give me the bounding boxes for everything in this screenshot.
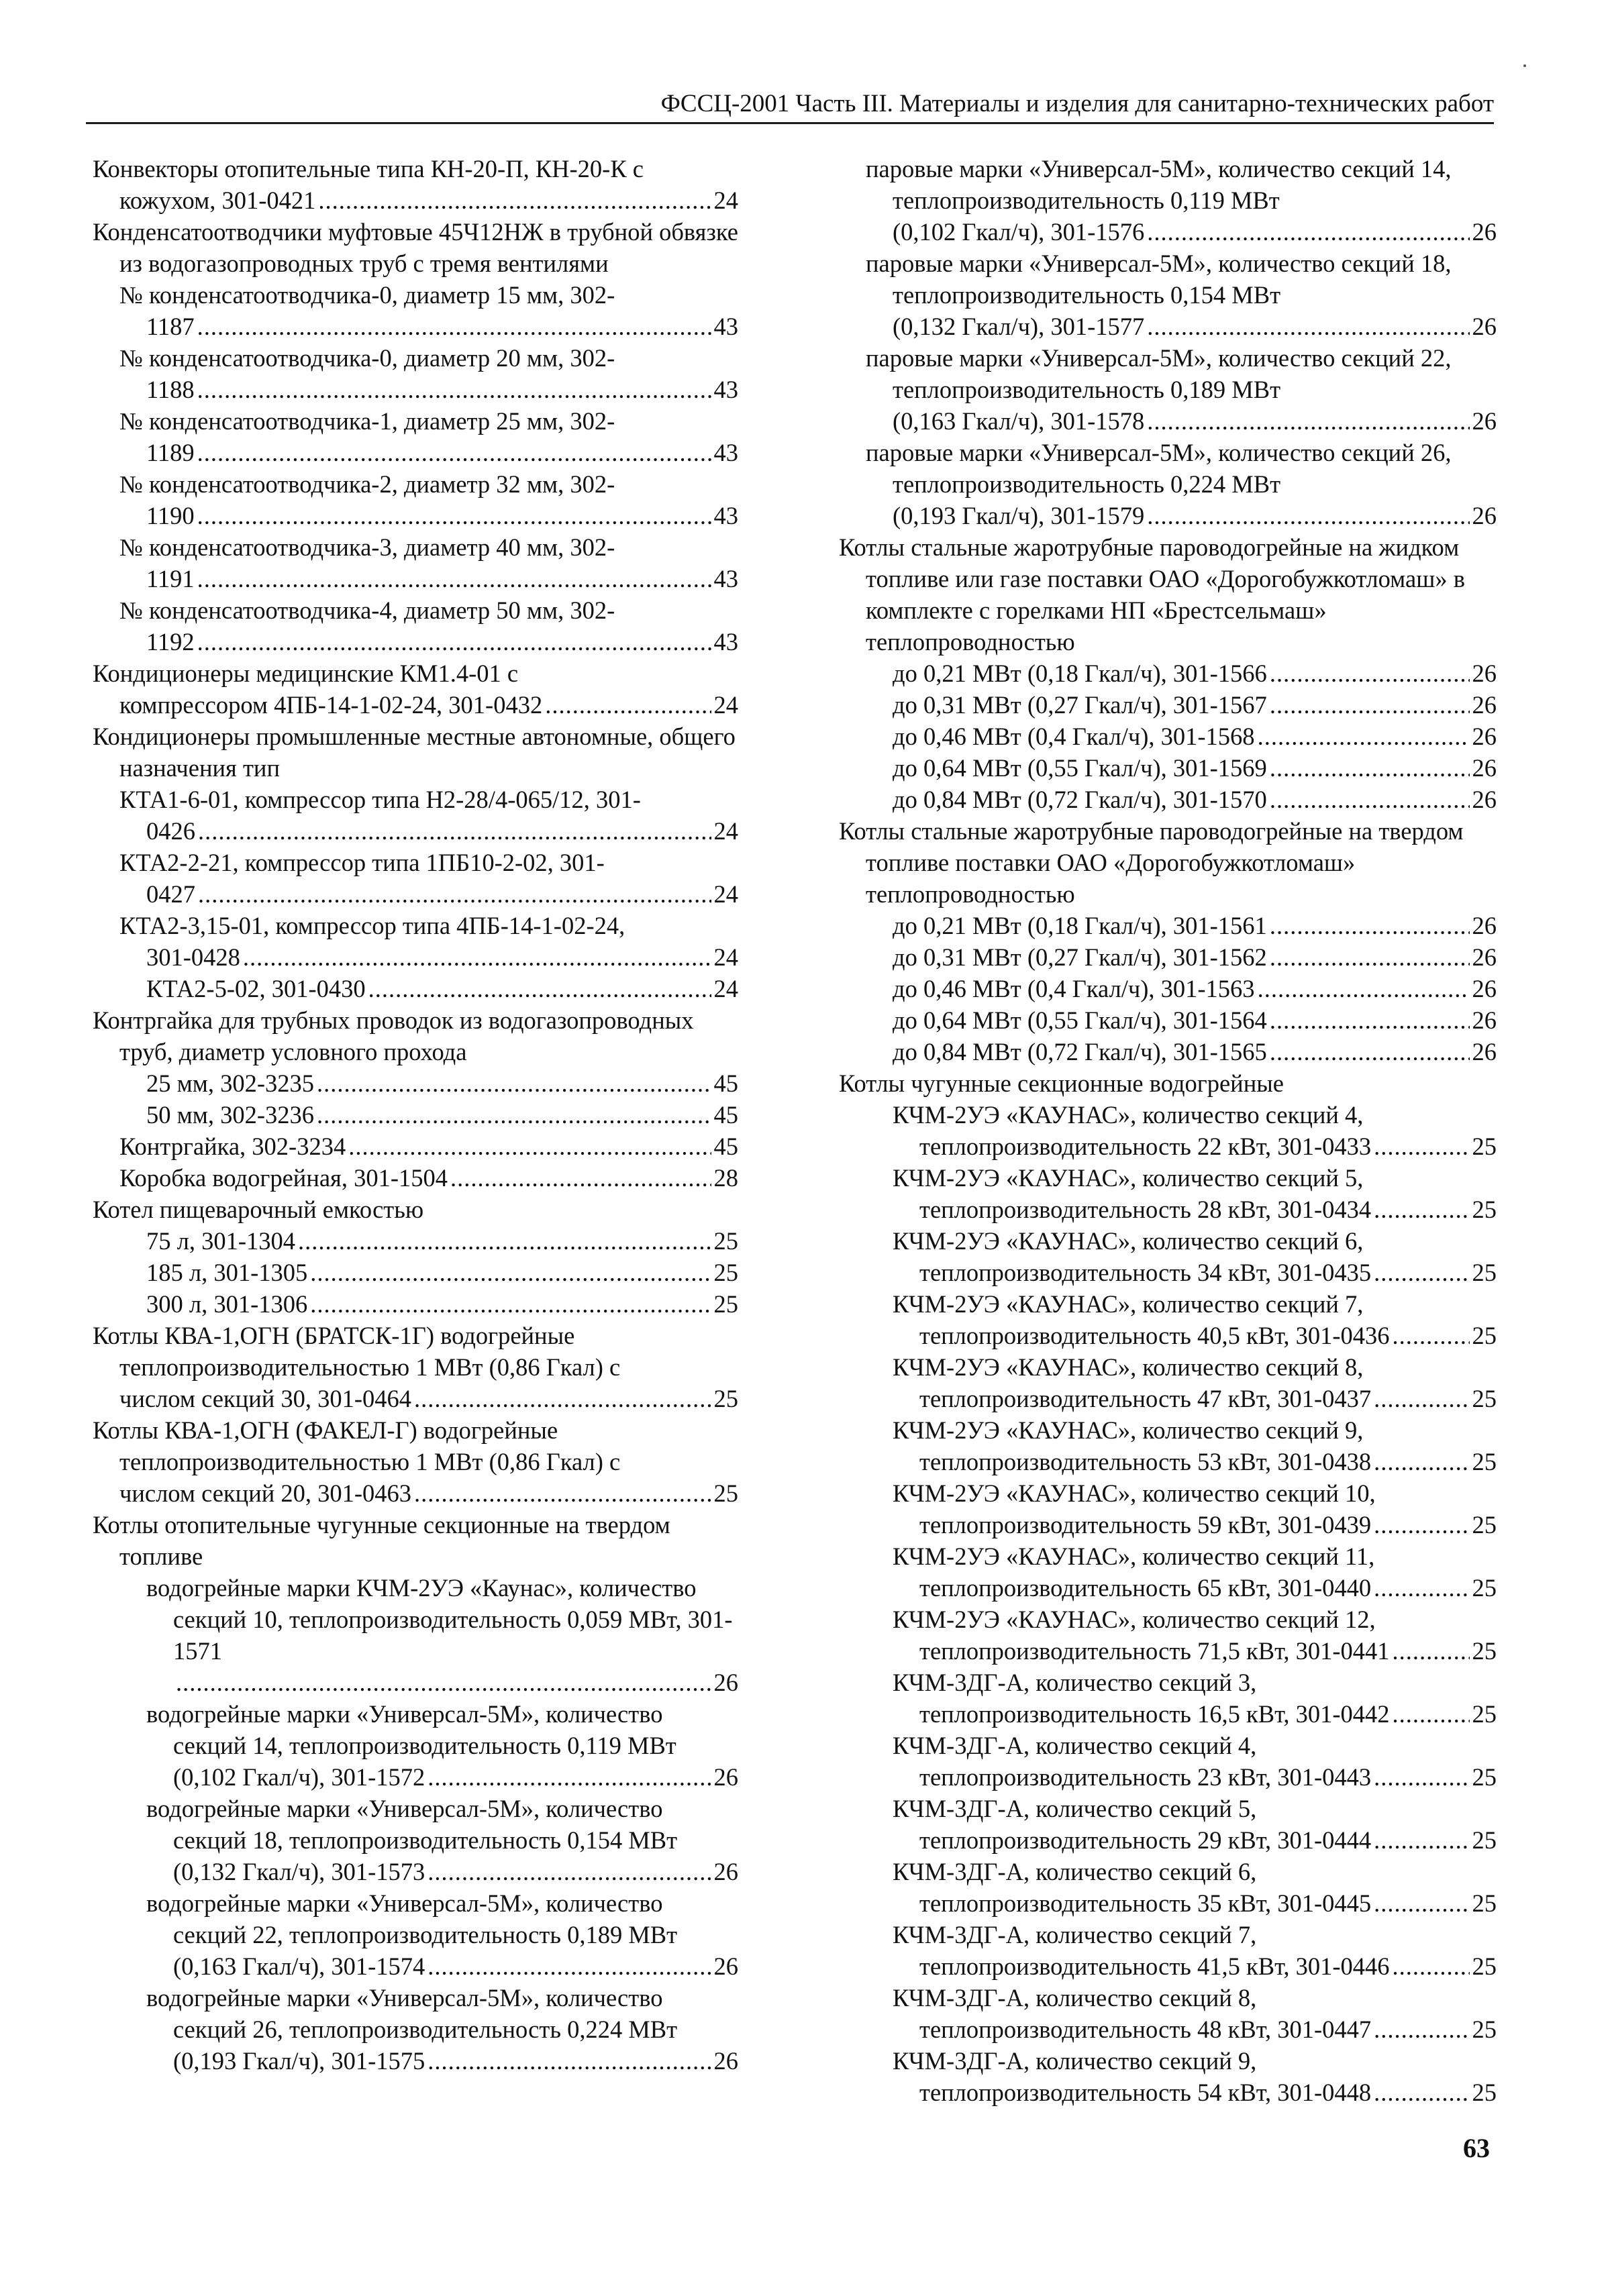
dot-leader — [427, 1950, 711, 1982]
entry-page-ref: 25 — [713, 1479, 738, 1507]
index-entry-continuation — [839, 1257, 1497, 1288]
entry-text: теплопроизводительность 53 кВт, 301-0438 — [919, 1448, 1372, 1475]
index-entry: Котлы стальные жаротрубные пароводогрейные на жидком топливе или газе поставки ОАО «Дорогобужкотломаш» в комплекте с горелками НП «Брестсельмаш» теплопроводностью — [839, 533, 1465, 656]
index-entry: КЧМ-2УЭ «КАУНАС», количество секций 5, — [893, 1164, 1364, 1192]
index-entry — [839, 721, 1497, 752]
entry-page-ref: 26 — [1472, 1038, 1497, 1065]
entry-text: 25 мм, 302-3235 — [146, 1069, 314, 1097]
dot-leader — [317, 1067, 711, 1099]
index-entry: № конденсатоотводчика-2, диаметр 32 мм, 302- — [119, 470, 615, 498]
dot-leader — [414, 1477, 711, 1509]
index-entry: КЧМ-2УЭ «КАУНАС», количество секций 12, — [893, 1606, 1376, 1633]
index-entry-continuation — [93, 374, 738, 405]
index-entry-continuation — [839, 311, 1497, 342]
index-entry: Кондиционеры медицинские КМ1.4-01 с — [93, 660, 519, 687]
dot-leader — [298, 1225, 711, 1257]
index-entry-continuation — [93, 1761, 738, 1793]
dot-leader — [176, 1667, 711, 1698]
index-entry-continuation — [93, 626, 738, 658]
index-entry-continuation — [839, 1824, 1497, 1856]
entry-text: теплопроизводительность 35 кВт, 301-0445 — [919, 1889, 1372, 1917]
index-entry-continuation — [839, 1194, 1497, 1225]
index-entry: Кондиционеры промышленные местные автономные, общего назначения тип — [93, 723, 736, 782]
running-title: ФССЦ-2001 Часть III. Материалы и изделия для санитарно-технических работ — [660, 90, 1494, 117]
entry-page-ref: 26 — [1472, 502, 1497, 529]
entry-page-ref: 25 — [1472, 1259, 1497, 1286]
entry-text: до 0,46 МВт (0,4 Гкал/ч), 301-1568 — [893, 723, 1255, 750]
dot-leader — [1374, 1509, 1469, 1541]
index-entry: водогрейные марки «Универсал-5М», количество секций 22, теплопроизводительность 0,189 МВт — [146, 1889, 678, 1948]
dot-leader — [197, 311, 711, 342]
index-entry: КЧМ-2УЭ «КАУНАС», количество секций 11, — [893, 1543, 1375, 1570]
index-entry-continuation — [93, 2045, 738, 2077]
entry-text: теплопроизводительность 16,5 кВт, 301-0442 — [919, 1700, 1390, 1728]
index-entry: КЧМ-2УЭ «КАУНАС», количество секций 8, — [893, 1353, 1364, 1381]
index-entry — [839, 689, 1497, 721]
entry-text: 1192 — [146, 628, 195, 656]
index-entry: Контргайка для трубных проводок из водогазопроводных труб, диаметр условного прохода — [93, 1006, 694, 1065]
index-entry-continuation — [839, 1635, 1497, 1667]
index-entry: КЧМ-2УЭ «КАУНАС», количество секций 9, — [893, 1416, 1364, 1444]
dot-leader — [1147, 405, 1469, 437]
dot-leader — [317, 1099, 711, 1131]
dot-leader — [197, 374, 711, 405]
index-entry: Котлы чугунные секционные водогрейные — [839, 1069, 1284, 1097]
index-entry-continuation — [839, 1320, 1497, 1351]
index-entry: № конденсатоотводчика-1, диаметр 25 мм, 302- — [119, 407, 615, 435]
entry-page-ref: 25 — [713, 1385, 738, 1412]
dot-leader — [1374, 1446, 1469, 1477]
dot-leader — [197, 626, 711, 658]
entry-page-ref: 24 — [713, 817, 738, 845]
entry-text: 0427 — [146, 880, 195, 908]
running-header — [86, 89, 1494, 124]
index-entry: КЧМ-3ДГ-А, количество секций 7, — [893, 1921, 1257, 1948]
dot-leader — [1147, 500, 1469, 531]
index-column-right — [839, 153, 1497, 2108]
dot-leader — [1374, 1761, 1469, 1793]
entry-page-ref: 25 — [1472, 1385, 1497, 1412]
index-entry-continuation — [839, 1509, 1497, 1541]
index-entry: КТА1-6-01, компрессор типа Н2-28/4-065/12, 301- — [119, 786, 641, 813]
entry-page-ref: 25 — [713, 1259, 738, 1286]
entry-text: теплопроизводительность 71,5 кВт, 301-0441 — [919, 1637, 1390, 1665]
dot-leader — [1270, 1036, 1470, 1067]
entry-text: теплопроизводительность 48 кВт, 301-0447 — [919, 2016, 1372, 2043]
entry-page-ref: 43 — [713, 376, 738, 403]
entry-text: до 0,31 МВт (0,27 Гкал/ч), 301-1567 — [893, 691, 1267, 719]
dot-leader — [310, 1288, 711, 1320]
index-entry — [839, 658, 1497, 689]
dot-leader — [197, 500, 711, 531]
entry-page-ref: 26 — [713, 1763, 738, 1791]
index-entry-continuation — [93, 500, 738, 531]
entry-text: до 0,31 МВт (0,27 Гкал/ч), 301-1562 — [893, 943, 1267, 971]
dot-leader — [1374, 1572, 1469, 1604]
dot-leader — [1270, 1004, 1470, 1036]
entry-page-ref: 45 — [713, 1101, 738, 1129]
index-entry: № конденсатоотводчика-0, диаметр 20 мм, 302- — [119, 344, 615, 372]
index-entry: Конвекторы отопительные типа КН-20-П, КН-20-К с — [93, 155, 644, 182]
index-entry — [93, 1099, 738, 1131]
entry-page-ref: 25 — [713, 1290, 738, 1318]
index-entry-continuation — [839, 216, 1497, 248]
entry-text: 300 л, 301-1306 — [146, 1290, 308, 1318]
dot-leader — [1393, 1698, 1470, 1730]
index-entry: водогрейные марки «Универсал-5М», количество секций 18, теплопроизводительность 0,154 МВт — [146, 1795, 678, 1854]
entry-text: теплопроизводительность 65 кВт, 301-0440 — [919, 1574, 1372, 1602]
entry-text: до 0,64 МВт (0,55 Гкал/ч), 301-1564 — [893, 1006, 1267, 1034]
index-entry-continuation — [839, 405, 1497, 437]
dot-leader — [348, 1131, 711, 1162]
entry-text: теплопроизводительность 28 кВт, 301-0434 — [919, 1196, 1372, 1223]
entry-page-ref: 25 — [1472, 2079, 1497, 2106]
entry-page-ref: 43 — [713, 313, 738, 340]
dot-leader — [1147, 216, 1469, 248]
dot-leader — [427, 1761, 711, 1793]
entry-page-ref: 43 — [713, 439, 738, 466]
entry-page-ref: 26 — [1472, 313, 1497, 340]
entry-page-ref: 26 — [713, 1858, 738, 1885]
entry-page-ref: 26 — [713, 1952, 738, 1980]
entry-text: до 0,46 МВт (0,4 Гкал/ч), 301-1563 — [893, 975, 1255, 1002]
index-entry — [93, 1225, 738, 1257]
dot-leader — [1147, 311, 1469, 342]
entry-text: теплопроизводительность 34 кВт, 301-0435 — [919, 1259, 1372, 1286]
dot-leader — [1374, 1887, 1469, 1919]
entry-page-ref: 24 — [713, 691, 738, 719]
index-entry-continuation — [839, 1761, 1497, 1793]
dot-leader — [243, 941, 711, 973]
index-entry: Котлы КВА-1,ОГН (ФАКЕЛ-Г) водогрейные теплопроизводительностью 1 МВт (0,86 Гкал) с — [93, 1416, 621, 1475]
entry-text: теплопроизводительность 40,5 кВт, 301-0436 — [919, 1322, 1390, 1349]
dot-leader — [545, 689, 711, 721]
entry-text: теплопроизводительность 29 кВт, 301-0444 — [919, 1826, 1372, 1854]
index-entry-continuation — [93, 437, 738, 468]
dot-leader — [198, 815, 711, 847]
index-entry: Котлы КВА-1,ОГН (БРАТСК-1Г) водогрейные теплопроизводительностью 1 МВт (0,86 Гкал) с — [93, 1322, 621, 1381]
entry-text: (0,193 Гкал/ч), 301-1575 — [173, 2047, 425, 2075]
entry-page-ref: 26 — [1472, 975, 1497, 1002]
dot-leader — [1270, 689, 1470, 721]
index-entry: КЧМ-3ДГ-А, количество секций 6, — [893, 1858, 1257, 1885]
entry-page-ref: 26 — [1472, 218, 1497, 246]
entry-text: 1190 — [146, 502, 195, 529]
dot-leader — [1270, 658, 1470, 689]
index-entry: КЧМ-2УЭ «КАУНАС», количество секций 4, — [893, 1101, 1364, 1129]
entry-text: числом секций 30, 301-0464 — [119, 1385, 412, 1412]
entry-page-ref: 25 — [1472, 1889, 1497, 1917]
index-entry-continuation — [839, 1572, 1497, 1604]
entry-text: до 0,84 МВт (0,72 Гкал/ч), 301-1565 — [893, 1038, 1267, 1065]
entry-text: до 0,21 МВт (0,18 Гкал/ч), 301-1561 — [893, 912, 1267, 939]
dot-leader — [1393, 1635, 1470, 1667]
dot-leader — [1270, 752, 1470, 784]
index-entry — [839, 784, 1497, 815]
entry-text: числом секций 20, 301-0463 — [119, 1479, 412, 1507]
entry-page-ref: 26 — [1472, 943, 1497, 971]
index-entry: водогрейные марки «Универсал-5М», количество секций 14, теплопроизводительность 0,119 МВт — [146, 1700, 676, 1759]
dot-leader — [1374, 2014, 1469, 2045]
entry-text: Контргайка, 302-3234 — [119, 1133, 346, 1160]
entry-page-ref: 26 — [1472, 912, 1497, 939]
dot-leader — [197, 563, 711, 594]
entry-page-ref: 26 — [1472, 660, 1497, 687]
entry-page-ref: 24 — [713, 880, 738, 908]
index-entry: паровые марки «Универсал-5М», количество секций 18, теплопроизводительность 0,154 МВт — [866, 250, 1452, 309]
page-number: 63 — [1463, 2133, 1490, 2163]
index-entry-continuation — [93, 941, 738, 973]
entry-page-ref: 45 — [713, 1133, 738, 1160]
dot-leader — [318, 185, 711, 216]
entry-text: теплопроизводительность 54 кВт, 301-0448 — [919, 2079, 1372, 2106]
dot-leader — [1270, 941, 1470, 973]
entry-page-ref: 26 — [1472, 723, 1497, 750]
entry-text: компрессором 4ПБ-14-1-02-24, 301-0432 — [119, 691, 543, 719]
index-entry-continuation — [93, 185, 738, 216]
index-entry: КЧМ-3ДГ-А, количество секций 8, — [893, 1984, 1257, 2012]
entry-text: 0426 — [146, 817, 195, 845]
index-entry: Котлы стальные жаротрубные пароводогрейные на твердом топливе поставки ОАО «Дорогобужкотломаш» теплопроводностью — [839, 817, 1464, 908]
index-entry-continuation — [93, 1856, 738, 1887]
index-entry: КЧМ-2УЭ «КАУНАС», количество секций 10, — [893, 1479, 1376, 1507]
entry-page-ref: 25 — [1472, 1574, 1497, 1602]
index-entry-continuation — [839, 1446, 1497, 1477]
index-entry: КТА2-3,15-01, компрессор типа 4ПБ-14-1-02-24, — [119, 912, 625, 939]
entry-page-ref: 24 — [713, 975, 738, 1002]
index-entry — [839, 752, 1497, 784]
dot-leader — [1393, 1320, 1470, 1351]
entry-page-ref: 25 — [1472, 1952, 1497, 1980]
index-entry-continuation — [93, 878, 738, 910]
dot-leader — [414, 1383, 711, 1414]
index-entry — [93, 1162, 738, 1194]
dot-leader — [1374, 1383, 1469, 1414]
index-entry-continuation — [839, 1131, 1497, 1162]
index-entry — [93, 1257, 738, 1288]
dot-leader — [1374, 1257, 1469, 1288]
entry-text: теплопроизводительность 47 кВт, 301-0437 — [919, 1385, 1372, 1412]
index-entry-continuation — [839, 2077, 1497, 2108]
dot-leader — [1270, 784, 1470, 815]
entry-page-ref: 25 — [1472, 1196, 1497, 1223]
index-entry: паровые марки «Универсал-5М», количество секций 14, теплопроизводительность 0,119 МВт — [866, 155, 1452, 214]
entry-text: кожухом, 301-0421 — [119, 187, 316, 214]
entry-page-ref: 25 — [1472, 1322, 1497, 1349]
index-entry: паровые марки «Универсал-5М», количество секций 26, теплопроизводительность 0,224 МВт — [866, 439, 1452, 498]
dot-leader — [1374, 1824, 1469, 1856]
dot-leader — [427, 1856, 711, 1887]
entry-page-ref: 25 — [1472, 1826, 1497, 1854]
entry-page-ref: 25 — [1472, 1133, 1497, 1160]
index-entry: КЧМ-3ДГ-А, количество секций 9, — [893, 2047, 1257, 2075]
index-entry-continuation — [839, 1887, 1497, 1919]
entry-text: (0,163 Гкал/ч), 301-1578 — [893, 407, 1145, 435]
entry-text: теплопроизводительность 22 кВт, 301-0433 — [919, 1133, 1372, 1160]
index-entry: КТА2-2-21, компрессор типа 1ПБ10-2-02, 301- — [119, 849, 605, 876]
index-entry-continuation — [839, 500, 1497, 531]
entry-page-ref: 26 — [1472, 691, 1497, 719]
index-entry-continuation — [93, 1667, 738, 1698]
entry-text: до 0,64 МВт (0,55 Гкал/ч), 301-1569 — [893, 754, 1267, 782]
index-entry-continuation — [93, 311, 738, 342]
entry-text: теплопроизводительность 59 кВт, 301-0439 — [919, 1511, 1372, 1538]
index-entry: водогрейные марки «Универсал-5М», количество секций 26, теплопроизводительность 0,224 МВт — [146, 1984, 678, 2043]
entry-page-ref: 26 — [713, 1669, 738, 1696]
entry-page-ref: 25 — [1472, 1700, 1497, 1728]
entry-page-ref: 24 — [713, 943, 738, 971]
index-entry-continuation — [93, 1950, 738, 1982]
dot-leader — [450, 1162, 711, 1194]
entry-page-ref: 26 — [1472, 754, 1497, 782]
entry-page-ref: 28 — [713, 1164, 738, 1192]
index-entry: КЧМ-3ДГ-А, количество секций 3, — [893, 1669, 1257, 1696]
index-entry-continuation — [93, 689, 738, 721]
index-entry: Котлы отопительные чугунные секционные на твердом топливе — [93, 1511, 670, 1570]
dot-leader — [1374, 2077, 1469, 2108]
entry-page-ref: 26 — [1472, 407, 1497, 435]
entry-page-ref: 25 — [1472, 1763, 1497, 1791]
entry-text: (0,102 Гкал/ч), 301-1576 — [893, 218, 1145, 246]
entry-text: (0,102 Гкал/ч), 301-1572 — [173, 1763, 425, 1791]
dot-leader — [368, 973, 711, 1004]
index-entry — [93, 1131, 738, 1162]
entry-text: 1189 — [146, 439, 195, 466]
index-entry-continuation — [839, 1698, 1497, 1730]
entry-text: 1187 — [146, 313, 195, 340]
entry-text: 1188 — [146, 376, 195, 403]
index-entry — [839, 973, 1497, 1004]
entry-text: КТА2-5-02, 301-0430 — [146, 975, 366, 1002]
entry-text: (0,132 Гкал/ч), 301-1577 — [893, 313, 1145, 340]
entry-page-ref: 26 — [1472, 786, 1497, 813]
entry-text: (0,132 Гкал/ч), 301-1573 — [173, 1858, 425, 1885]
index-entry: паровые марки «Универсал-5М», количество секций 22, теплопроизводительность 0,189 МВт — [866, 344, 1452, 403]
entry-page-ref: 25 — [1472, 2016, 1497, 2043]
entry-page-ref: 24 — [713, 187, 738, 214]
index-entry: КЧМ-3ДГ-А, количество секций 5, — [893, 1795, 1257, 1822]
entry-text: теплопроизводительность 23 кВт, 301-0443 — [919, 1763, 1372, 1791]
index-entry — [839, 1036, 1497, 1067]
entry-page-ref: 43 — [713, 628, 738, 656]
index-column-left — [93, 153, 738, 2077]
index-entry-continuation — [839, 2014, 1497, 2045]
entry-page-ref: 45 — [713, 1069, 738, 1097]
entry-text: 75 л, 301-1304 — [146, 1227, 295, 1255]
index-entry — [93, 1067, 738, 1099]
index-entry — [93, 1288, 738, 1320]
entry-text: Коробка водогрейная, 301-1504 — [119, 1164, 448, 1192]
entry-text: 301-0428 — [146, 943, 240, 971]
entry-page-ref: 43 — [713, 565, 738, 592]
entry-text: 50 мм, 302-3236 — [146, 1101, 314, 1129]
index-entry-continuation — [93, 563, 738, 594]
entry-page-ref: 25 — [1472, 1637, 1497, 1665]
dot-leader — [1270, 910, 1470, 941]
entry-page-ref: 26 — [713, 2047, 738, 2075]
scan-speck — [1523, 64, 1526, 67]
entry-page-ref: 43 — [713, 502, 738, 529]
entry-text: 185 л, 301-1305 — [146, 1259, 308, 1286]
entry-text: до 0,21 МВт (0,18 Гкал/ч), 301-1566 — [893, 660, 1267, 687]
index-entry: КЧМ-2УЭ «КАУНАС», количество секций 6, — [893, 1227, 1364, 1255]
index-entry-continuation — [839, 1950, 1497, 1982]
dot-leader — [310, 1257, 711, 1288]
index-entry: водогрейные марки КЧМ-2УЭ «Каунас», количество секций 10, теплопроизводительность 0,059 МВт, 301-1571 — [146, 1574, 733, 1665]
dot-leader — [1258, 721, 1470, 752]
entry-text: (0,163 Гкал/ч), 301-1574 — [173, 1952, 425, 1980]
index-entry — [839, 1004, 1497, 1036]
entry-text: теплопроизводительность 41,5 кВт, 301-0446 — [919, 1952, 1390, 1980]
index-entry: № конденсатоотводчика-3, диаметр 40 мм, 302- — [119, 533, 615, 561]
index-entry: Конденсатоотводчики муфтовые 45Ч12НЖ в трубной обвязке из водогазопроводных труб с тремя вентилями — [93, 218, 738, 277]
index-entry-continuation — [93, 815, 738, 847]
index-entry-continuation — [93, 1477, 738, 1509]
index-entry — [93, 973, 738, 1004]
index-entry — [839, 941, 1497, 973]
index-entry — [839, 910, 1497, 941]
entry-page-ref: 25 — [713, 1227, 738, 1255]
entry-text: до 0,84 МВт (0,72 Гкал/ч), 301-1570 — [893, 786, 1267, 813]
entry-text: 1191 — [146, 565, 195, 592]
dot-leader — [1258, 973, 1470, 1004]
dot-leader — [197, 437, 711, 468]
index-entry: № конденсатоотводчика-4, диаметр 50 мм, 302- — [119, 596, 615, 624]
dot-leader — [1374, 1194, 1469, 1225]
index-entry-continuation — [93, 1383, 738, 1414]
dot-leader — [1393, 1950, 1470, 1982]
index-entry: Котел пищеварочный емкостью — [93, 1196, 424, 1223]
dot-leader — [198, 878, 711, 910]
entry-page-ref: 25 — [1472, 1511, 1497, 1538]
index-entry: КЧМ-3ДГ-А, количество секций 4, — [893, 1732, 1257, 1759]
index-entry: КЧМ-2УЭ «КАУНАС», количество секций 7, — [893, 1290, 1364, 1318]
entry-page-ref: 25 — [1472, 1448, 1497, 1475]
dot-leader — [1374, 1131, 1469, 1162]
index-entry: № конденсатоотводчика-0, диаметр 15 мм, 302- — [119, 281, 615, 309]
entry-page-ref: 26 — [1472, 1006, 1497, 1034]
dot-leader — [427, 2045, 711, 2077]
entry-text: (0,193 Гкал/ч), 301-1579 — [893, 502, 1145, 529]
index-entry-continuation — [839, 1383, 1497, 1414]
